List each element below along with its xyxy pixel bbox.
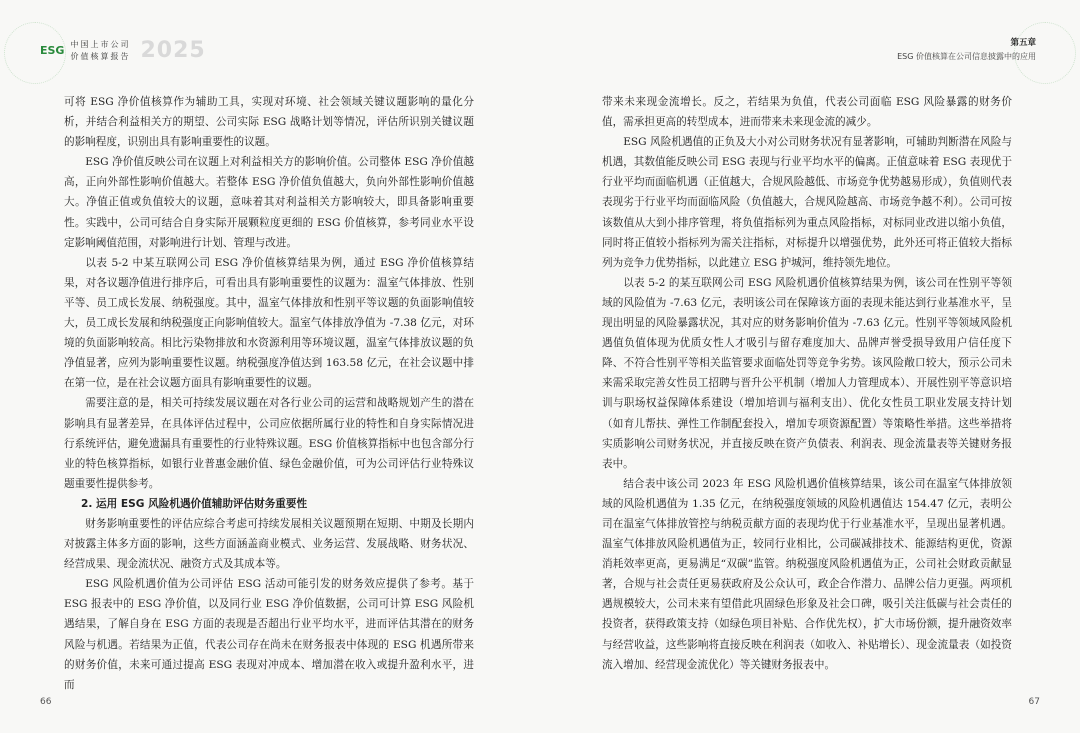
report-header [40,38,206,63]
chapter-label: 第五章 [1010,38,1036,48]
paragraph: 带来未来现金流增长。反之，若结果为负值，代表公司面临 ESG 风险暴露的财务价值，需承担更高的转型成本，进而带来未来现金流的减少。 [602,96,1012,129]
page-number: 67 [1028,697,1040,707]
right-page [540,0,1080,733]
paragraph: 需要注意的是，相关可持续发展议题在对各行业公司的运营和战略规划产生的潜在影响具有显著差异，在具体评估过程中，公司应依据所属行业的特性和自身实际情况进行系统评估，避免遗漏具有重要性的行业特殊议题。ESG 价值核算指标中也包含部分行业的特色核算指标，如银行业普惠金融价值、绿色金融价值，可为公司评估行业特殊议题重要性提供参考。 [64,397,474,490]
left-text-column [64,92,474,695]
paragraph: 结合表中该公司 2023 年 ESG 风险机遇价值核算结果，该公司在温室气体排放领域的风险机遇值为 1.35 亿元，在纳税强度领域的风险机遇值达 154.47 亿元，表明公司在温室气体排放管控与纳税贡献方面的表现均优于行业基准水平，呈现出显著机遇。温室气体排放风险机遇值为正，较同行业相比，公司碳减排技术、能源结构更优，资源消耗效率更高，更易满足“双碳”监管。纳税强度风险机遇值为正，公司社会财政贡献显著，合规与社会责任更易获政府及公众认可，政企合作潜力、品牌公信力更强。两项机遇规模较大，公司未来有望借此巩固绿色形象及社会口碑，吸引关注低碳与社会责任的投资者，获得政策支持（如绿色项目补贴、合作优先权），扩大市场份额，提升融资效率与经营收益，这些影响将直接反映在利润表（如收入、补贴增长）、现金流量表（如投资流入增加、经营现金流优化）等关键财务报表中。 [602,477,1012,671]
paragraph: ESG 风险机遇值的正负及大小对公司财务状况有显著影响，可辅助判断潜在风险与机遇，其数值能反映公司 ESG 表现与行业平均水平的偏离。正值意味着 ESG 表现优于行业平均而面临机遇（正值越大，合规风险越低、市场竞争优势越易形成），负值则代表表现劣于行业平均而面临风险（负值越大，合规风险越高、市场竞争越不利）。公司可按该数值从大到小排序管理，将负值指标列为重点风险指标，对标同业改进以缩小负值，同时将正值较小指标列为需关注指标，对标提升以增强优势，此外还可将正值较大指标列为竞争力优势指标，以此建立 ESG 护城河，维持领先地位。 [602,136,1012,269]
chapter-header [897,36,1036,62]
esg-logo: ESG [40,44,65,57]
paragraph: ESG 净价值反映公司在议题上对利益相关方的影响价值。公司整体 ESG 净价值越高，正向外部性影响价值越大。若整体 ESG 净价值负值越大，负向外部性影响价值越大。净值正值或负值较大的议题，意味着其对利益相关方影响较大，即具备影响重要性。实践中，公司可结合自身实际开展颗粒度更细的 ESG 价值核算，参考同业水平设定影响阈值范围，对影响进行计划、管理与改进。 [64,156,474,249]
report-title-line2: 价值核算报告 [70,51,131,61]
paragraph: 以表 5-2 的某互联网公司 ESG 风险机遇价值核算结果为例，该公司在性别平等领域的风险值为 -7.63 亿元，表明该公司在保障该方面的表现未能达到行业基准水平，呈现出明显的风险暴露状况，其对应的财务影响价值为 -7.63 亿元。性别平等领域风险机遇值负值体现为优质女性人才吸引与留存难度加大、品牌声誉受损导致用户信任度下降、不符合性别平等相关监管要求面临处罚等竞争劣势。该风险敞口较大，预示公司未来需采取完善女性员工招聘与晋升公平机制（增加人力管理成本）、开展性别平等意识培训与职场权益保障体系建设（增加培训与福利支出）、优化女性员工职业发展支持计划（如育儿帮扶、弹性工作制配套投入，增加专项资源配置）等策略性举措。这些举措将实质影响公司财务状况，并直接反映在资产负债表、利润表、现金流量表等关键财务报表中。 [602,276,1012,470]
paragraph: 以表 5-2 中某互联网公司 ESG 净价值核算结果为例，通过 ESG 净价值核算结果，对各议题净值进行排序后，可看出具有影响重要性的议题为：温室气体排放、性别平等、员工成长发展、纳税强度。其中，温室气体排放和性别平等议题的负面影响值较大，员工成长发展和纳税强度正向影响值较大。温室气体排放净值为 -7.38 亿元，对环境的负面影响较高。相比污染物排放和水资源利用等环境议题，温室气体排放议题的负净值显著，应列为影响重要性议题。纳税强度净值达到 163.58 亿元，在社会议题中排在第一位，是在社会议题方面具有影响重要性的议题。 [64,256,474,390]
paragraph: 财务影响重要性的评估应综合考虑可持续发展相关议题预期在短期、中期及长期内对披露主体多方面的影响，这些方面涵盖商业模式、业务运营、发展战略、财务状况、经营成果、现金流状况、融资方式及其成本等。 [64,517,474,571]
section-heading: 2. 运用 ESG 风险机遇价值辅助评估财务重要性 [80,497,308,510]
report-title-line1: 中国上市公司 [70,39,131,49]
page-number: 66 [40,697,52,707]
report-title [70,39,130,63]
chapter-title: ESG 价值核算在公司信息披露中的应用 [897,52,1036,61]
paragraph: 可将 ESG 净价值核算作为辅助工具，实现对环境、社会领域关键议题影响的量化分析，并结合利益相关方的期望、公司实际 ESG 战略计划等情况，评估所识别关键议题的影响程度，识别出具有影响重要性的议题。 [64,96,474,149]
paragraph: ESG 风险机遇价值为公司评估 ESG 活动可能引发的财务效应提供了参考。基于 ESG 报表中的 ESG 净价值，以及同行业 ESG 净价值数据，公司可计算 ESG 风险机遇结果，了解自身在 ESG 方面的表现是否超出行业平均水平，进而评估其潜在的财务风险与机遇。若结果为正值，代表公司存在尚未在财务报表中体现的 ESG 机遇所带来的财务价值，未来可通过提高 ESG 表现对冲成本、增加潜在收入或提升盈利水平，进而 [64,578,474,691]
right-text-column [602,92,1012,675]
report-year: 2025 [140,38,206,63]
